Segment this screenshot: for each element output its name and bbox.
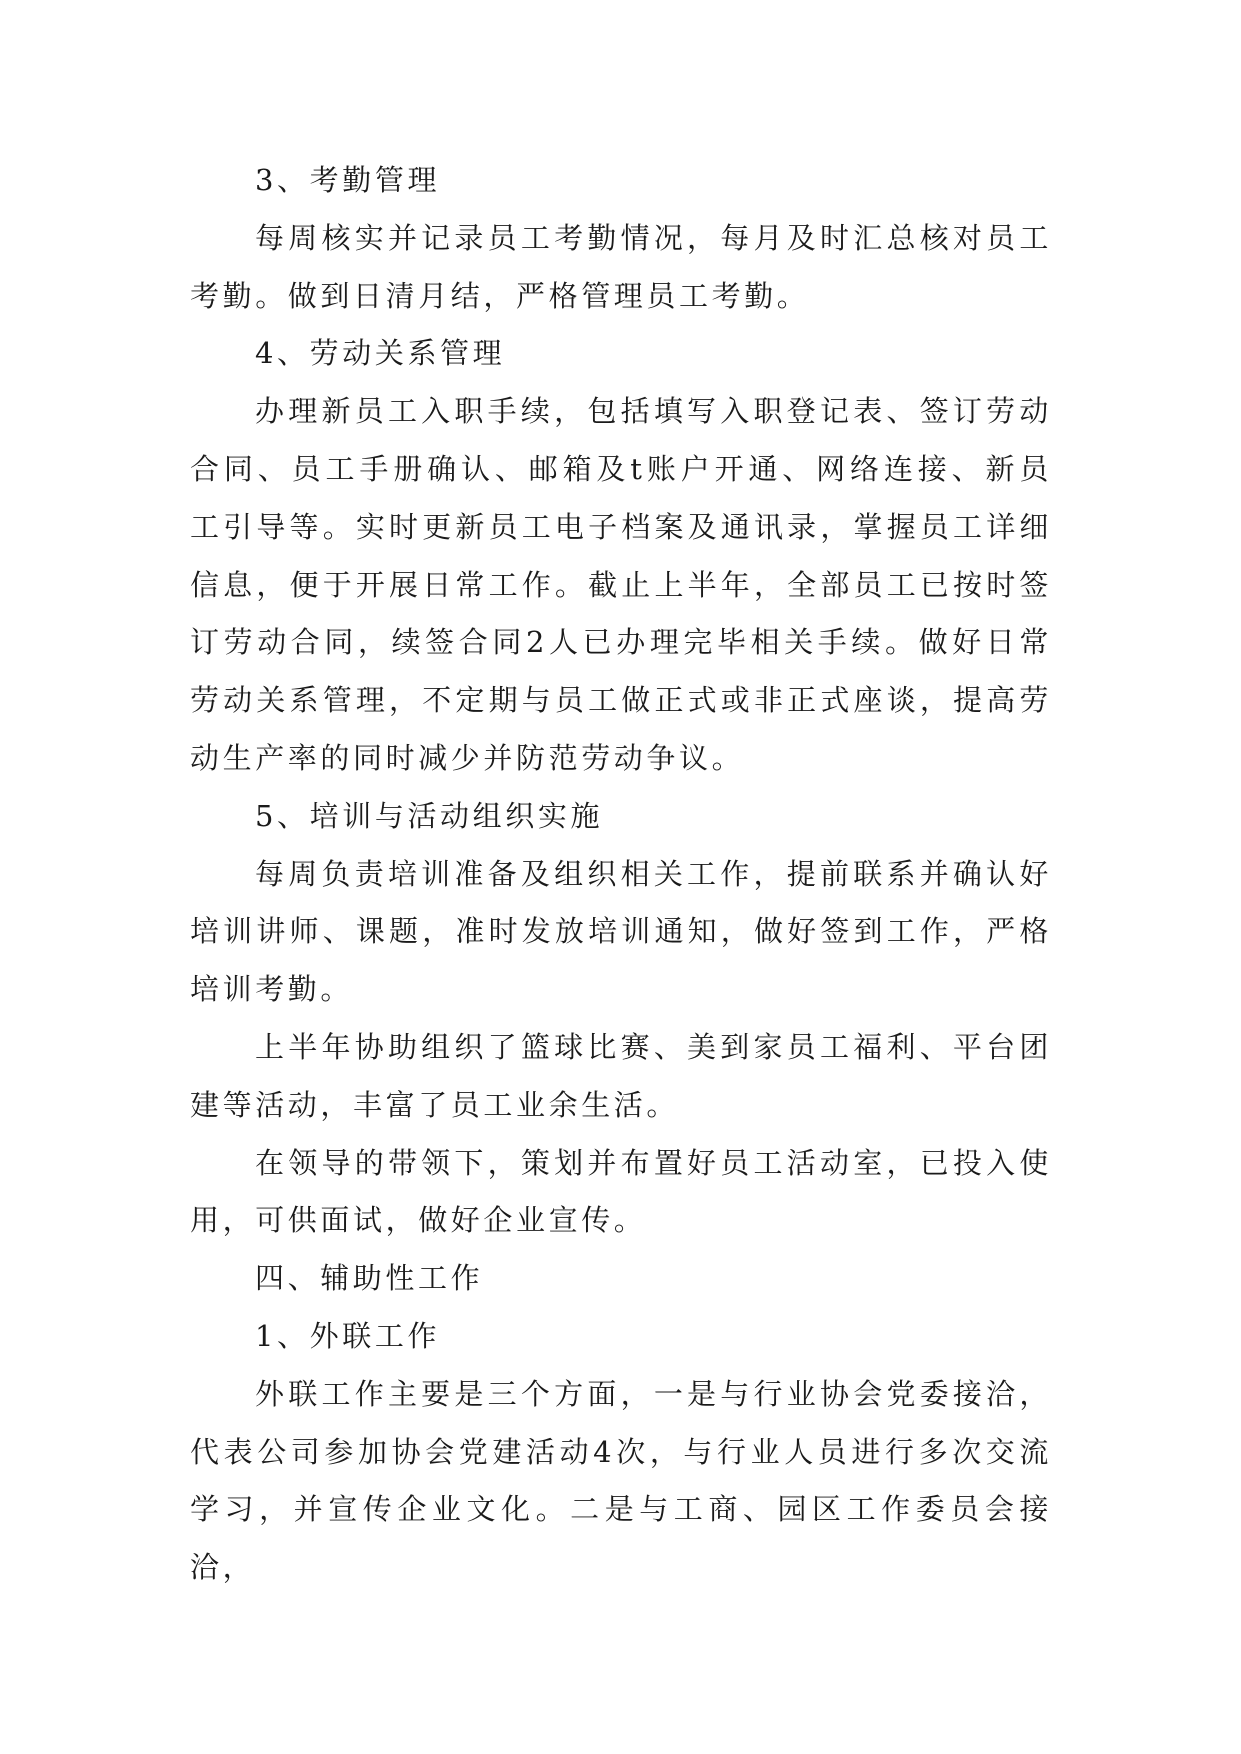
- heading-labor-relations: 4、劳动关系管理: [255, 336, 506, 371]
- heading-attendance: 3、考勤管理: [255, 163, 441, 197]
- heading-external-liaison: 1、外联工作: [255, 1318, 441, 1353]
- paragraph-external-liaison: 外联工作主要是三个方面，一是与行业协会党委接洽，代表公司参加协会党建活动4次，与行业人员进行多次交流学习，并宣传企业文化。二是与工商、园区工作委员会接洽，: [190, 1376, 1052, 1585]
- heading-training-activities: 5、培训与活动组织实施: [255, 798, 604, 833]
- heading-auxiliary-work: 四、辅助性工作: [255, 1261, 484, 1296]
- paragraph-activity-room: 在领导的带领下，策划并布置好员工活动室，已投入使用，可供面试，做好企业宣传。: [190, 1145, 1052, 1238]
- paragraph-activities: 上半年协助组织了篮球比赛、美到家员工福利、平台团建等活动，丰富了员工业余生活。: [190, 1029, 1052, 1122]
- document-body: [190, 152, 1052, 1597]
- paragraph-labor-relations: 办理新员工入职手续，包括填写入职登记表、签订劳动合同、员工手册确认、邮箱及t账户开通、网络连接、新员工引导等。实时更新员工电子档案及通讯录，掌握员工详细信息，便于开展日常工作。截止上半年，全部员工已按时签订劳动合同，续签合同2人已办理完毕相关手续。做好日常劳动关系管理，不定期与员工做正式或非正式座谈，提高劳动生产率的同时减少并防范劳动争议。: [190, 394, 1052, 775]
- paragraph-training: 每周负责培训准备及组织相关工作，提前联系并确认好培训讲师、课题，准时发放培训通知，做好签到工作，严格培训考勤。: [190, 856, 1052, 1007]
- paragraph-attendance: 每周核实并记录员工考勤情况，每月及时汇总核对员工考勤。做到日清月结，严格管理员工考勤。: [190, 220, 1052, 313]
